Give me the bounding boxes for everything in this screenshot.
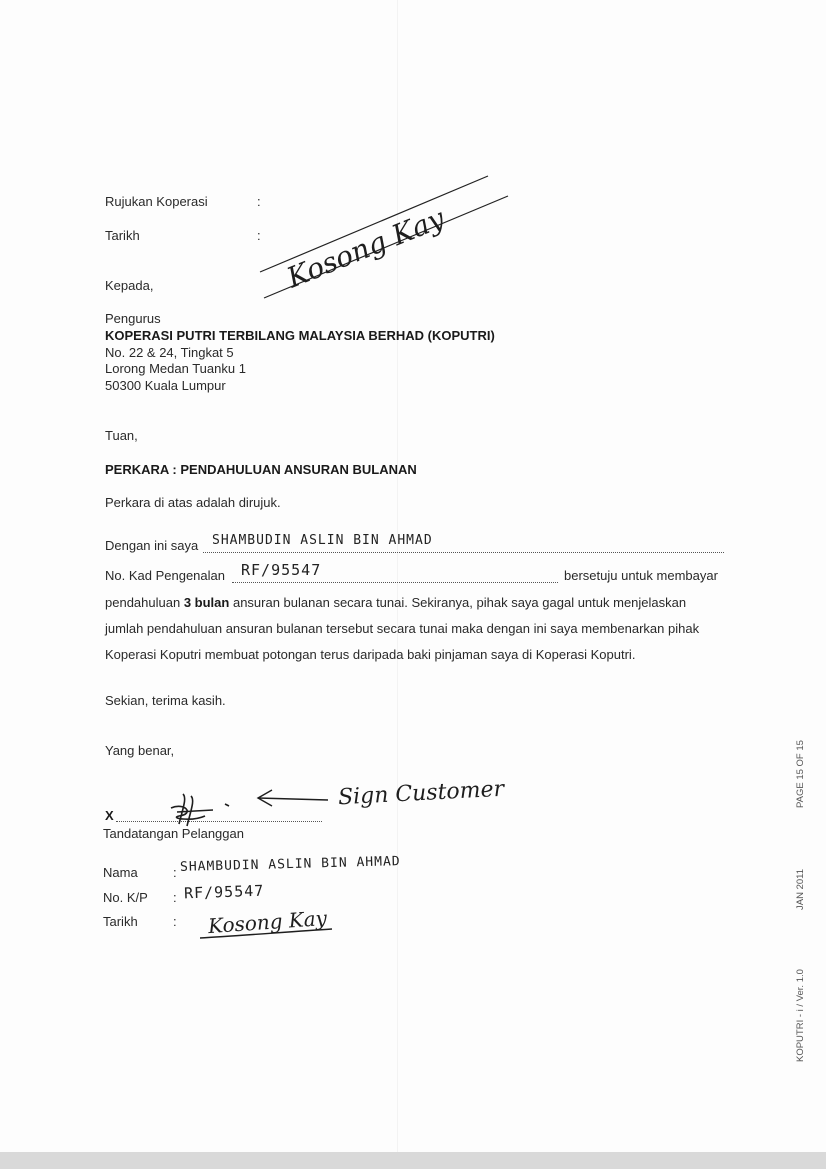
scan-bottom-edge [0, 1152, 826, 1169]
date-label: Tarikh [105, 228, 140, 243]
detail-name-value: SHAMBUDIN ASLIN BIN AHMAD [179, 854, 401, 875]
ic-dotted-line [232, 582, 558, 583]
address-line-1: No. 22 & 24, Tingkat 5 [105, 345, 234, 360]
date-colon: : [257, 228, 261, 243]
address-line-3: 50300 Kuala Lumpur [105, 378, 226, 393]
ic-prefix: No. Kad Pengenalan [105, 568, 225, 583]
x-mark: X [105, 808, 114, 823]
handwritten-annotation [250, 170, 520, 310]
signature-label: Tandatangan Pelanggan [103, 826, 244, 841]
detail-ic-colon: : [173, 890, 177, 905]
ic-handwritten: RF/95547 [241, 561, 322, 579]
address-line-2: Lorong Medan Tuanku 1 [105, 361, 246, 376]
name-dotted-line [203, 552, 724, 553]
detail-date-value: Kosong Kay [207, 905, 328, 939]
ref-colon: : [257, 194, 261, 209]
detail-date-colon: : [173, 914, 177, 929]
ic-suffix: bersetuju untuk membayar [564, 568, 718, 583]
detail-date-label: Tarikh [103, 914, 138, 929]
arrow-left-icon [252, 786, 332, 810]
paragraph-line-3: Koperasi Koputri membuat potongan terus daripada baki pinjaman saya di Koperasi Koputri. [105, 647, 636, 662]
reference-line: Perkara di atas adalah dirujuk. [105, 495, 281, 510]
footer-page: PAGE 15 OF 15 [795, 740, 806, 808]
sign-off: Yang benar, [105, 743, 175, 758]
closing: Sekian, terima kasih. [105, 693, 226, 708]
para-post: ansuran bulanan secara tunai. Sekiranya, pihak saya gagal untuk menjelaskan [232, 595, 687, 610]
subject: PERKARA : PENDAHULUAN ANSURAN BULANAN [105, 462, 417, 477]
detail-name-label: Nama [103, 865, 138, 880]
name-handwritten: SHAMBUDIN ASLIN BIN AHMAD [212, 533, 433, 548]
date-underline-stroke [196, 926, 336, 942]
kepada: Kepada, [105, 278, 154, 293]
addressee-title: Pengurus [105, 311, 161, 326]
annotation-text: Kosong Kay [282, 201, 450, 295]
footer-date: JAN 2011 [795, 868, 806, 910]
addressee-org: KOPERASI PUTRI TERBILANG MALAYSIA BERHAD (KOPUTRI) [105, 328, 495, 343]
detail-ic-label: No. K/P [103, 890, 148, 905]
ref-label: Rujukan Koperasi [105, 194, 208, 209]
footer-version: KOPUTRI - i / Ver. 1.0 [795, 969, 806, 1062]
name-prefix: Dengan ini saya [105, 538, 199, 553]
paragraph-line-2: jumlah pendahuluan ansuran bulanan tersebut secara tunai maka dengan ini saya membenarkan pihak [105, 621, 700, 636]
para-pre: pendahuluan [105, 595, 181, 610]
paragraph-line-1 [105, 595, 686, 610]
para-bold: 3 bulan [183, 595, 230, 610]
sign-customer-note: Sign Customer [337, 776, 505, 811]
detail-name-colon: : [173, 865, 177, 880]
greeting: Tuan, [105, 428, 138, 443]
detail-ic-value: RF/95547 [183, 881, 265, 903]
